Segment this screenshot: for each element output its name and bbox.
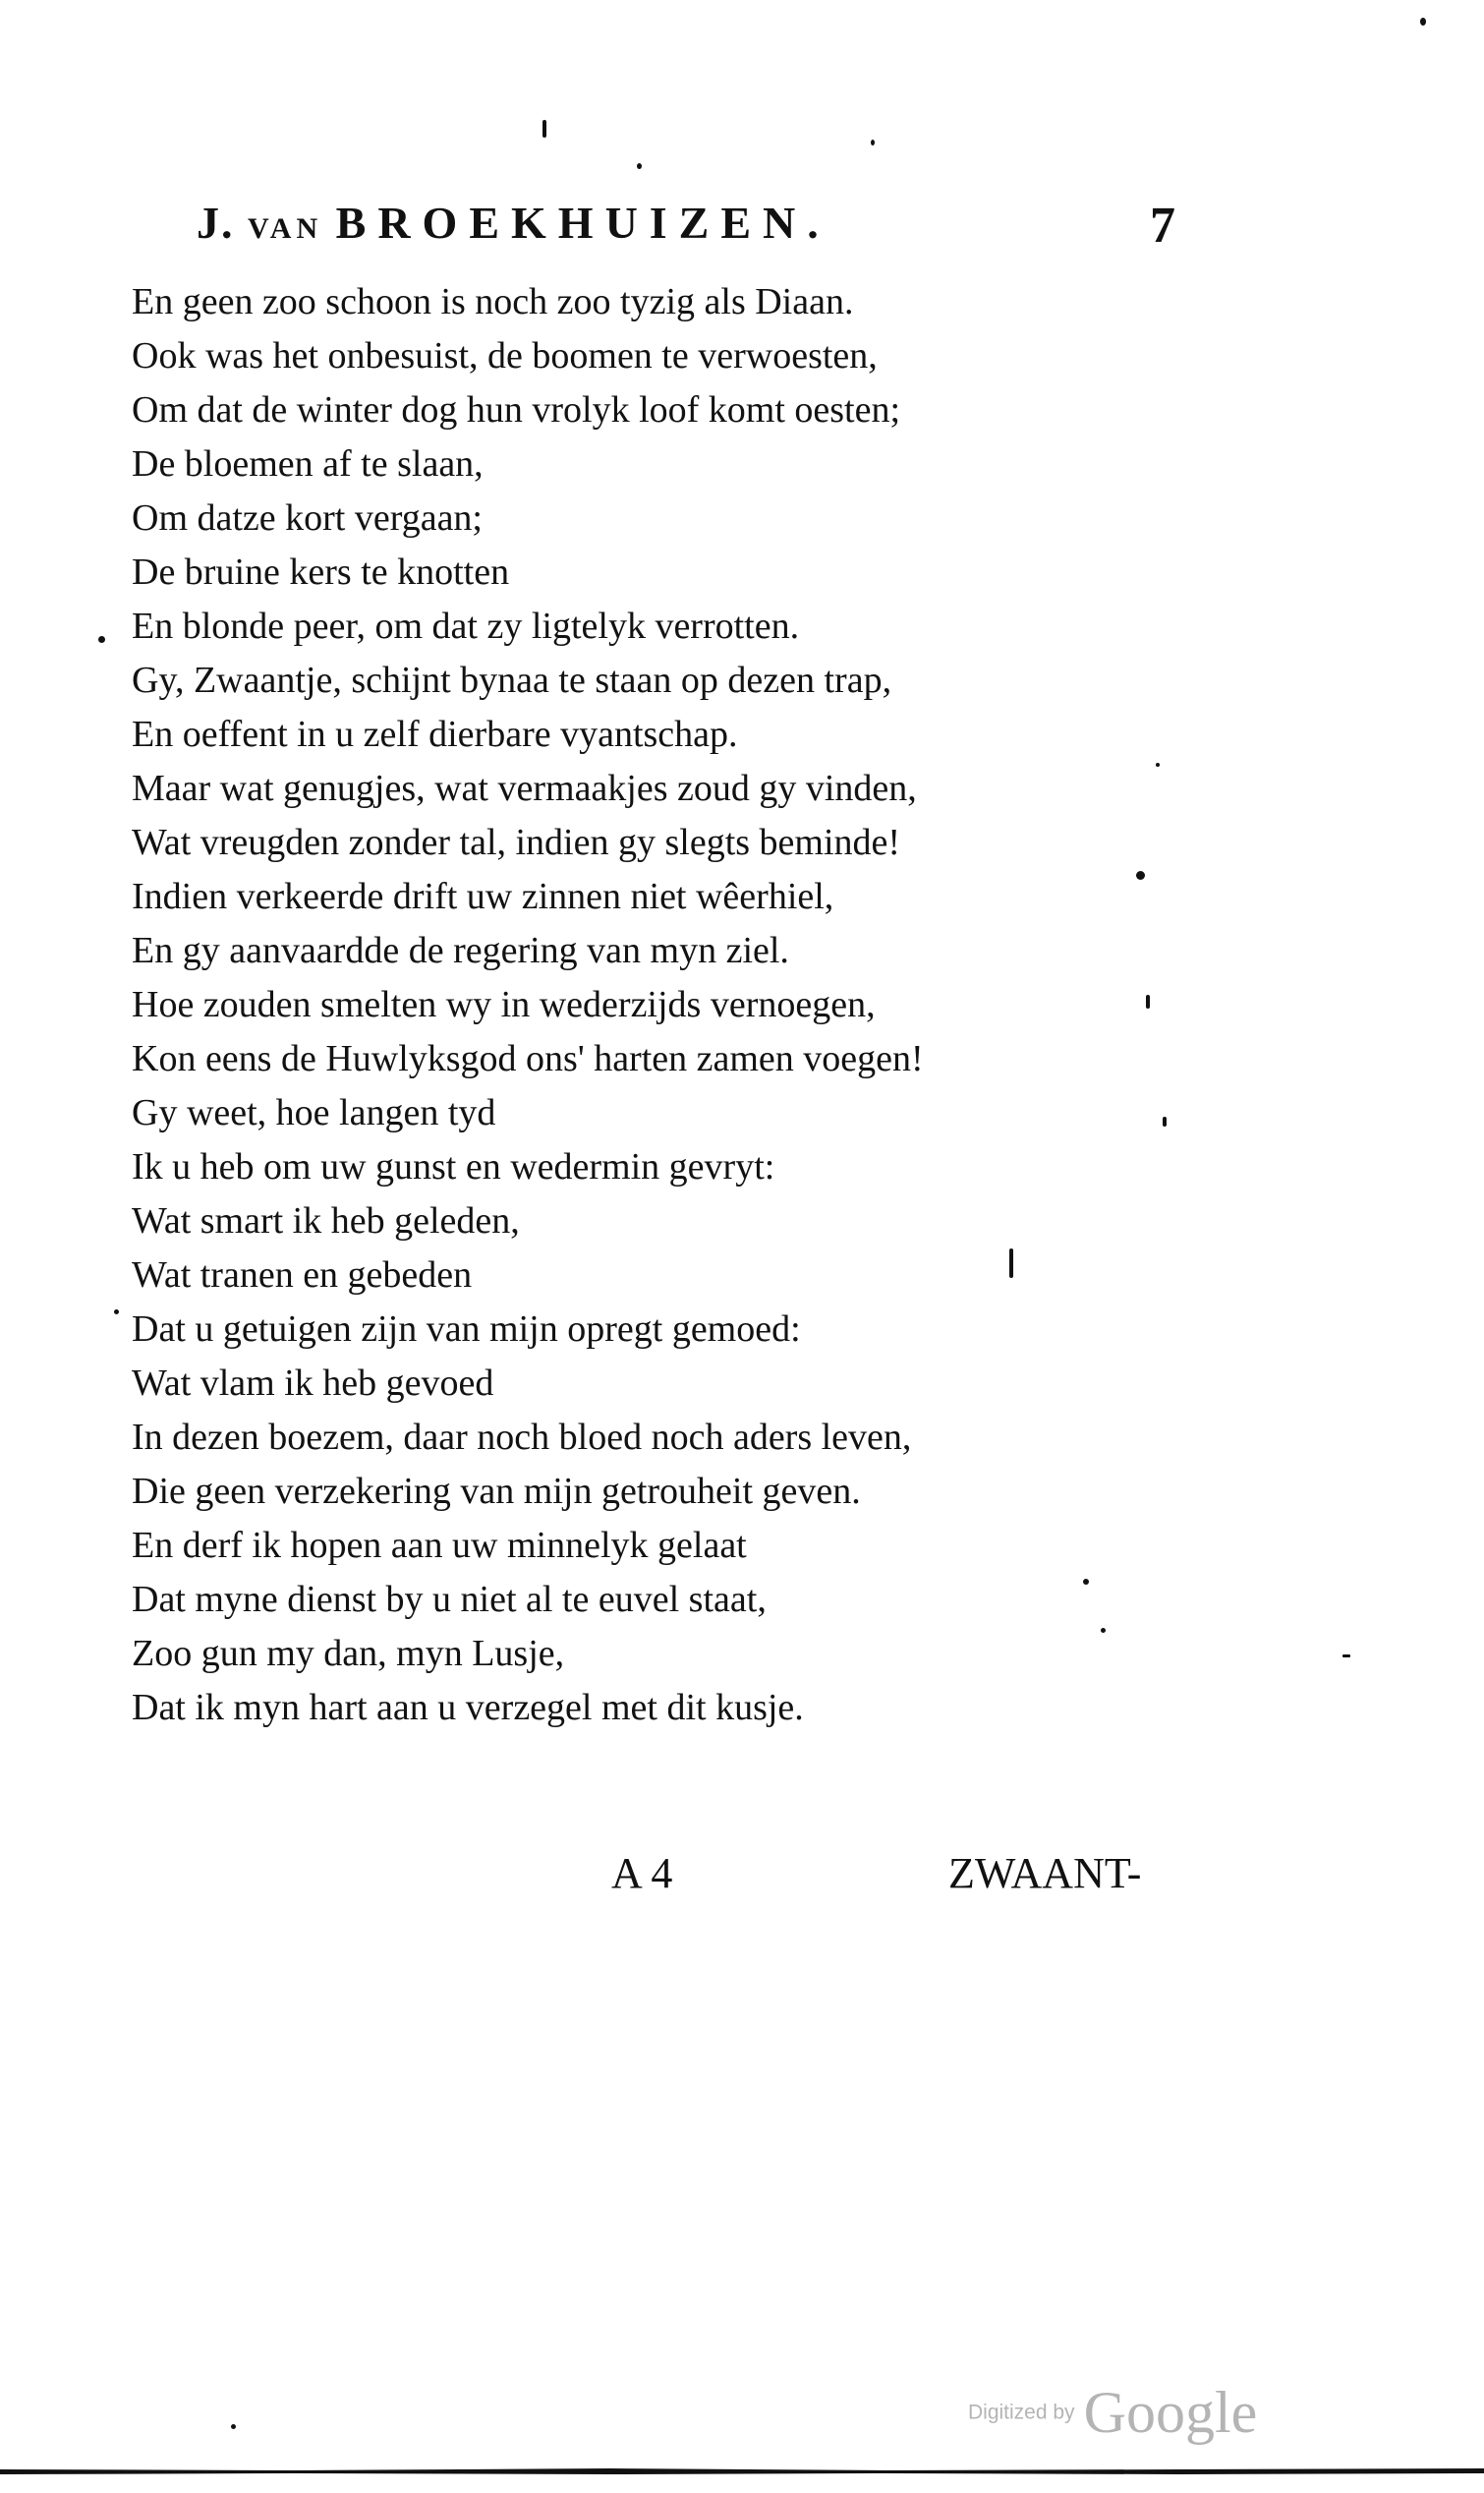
poem-line: Dat u getuigen zijn van mijn opregt gemoed:	[132, 1308, 801, 1350]
catchword: ZWAANT-	[948, 1849, 1142, 1897]
poem-line: Om datze kort vergaan;	[132, 497, 483, 539]
google-logo: Google	[1083, 2380, 1258, 2445]
ink-speck	[871, 140, 875, 145]
poem-line: Dat ik myn hart aan u verzegel met dit kusje.	[132, 1687, 804, 1728]
ink-speck	[637, 163, 642, 169]
poem-line: Wat vlam ik heb gevoed	[132, 1362, 494, 1404]
ink-speck	[98, 636, 105, 643]
author-initial: J.	[197, 198, 235, 248]
ink-speck	[542, 120, 546, 138]
poem-line: Dat myne dienst by u niet al te euvel staat,	[132, 1579, 767, 1620]
poem-line: Hoe zouden smelten wy in wederzijds vernoegen,	[132, 984, 876, 1025]
author-heading	[197, 197, 830, 249]
poem-text	[132, 275, 1114, 1735]
signature-mark: A 4	[611, 1849, 673, 1897]
poem-line: En geen zoo schoon is noch zoo tyzig als Diaan.	[132, 281, 854, 322]
poem-line: Zoo gun my dan, myn Lusje,	[132, 1633, 565, 1674]
ink-speck	[114, 1309, 119, 1314]
ink-speck	[1342, 1654, 1350, 1657]
ink-speck	[1163, 1117, 1167, 1127]
poem-line: Maar wat genugjes, wat vermaakjes zoud gy vinden,	[132, 768, 917, 809]
poem-line: Ik u heb om uw gunst en wedermin gevryt:	[132, 1146, 775, 1188]
poem-line: Ook was het onbesuist, de boomen te verwoesten,	[132, 335, 878, 377]
poem-line: En oeffent in u zelf dierbare vyantschap.	[132, 714, 738, 755]
page-bottom-edge	[0, 2465, 1484, 2475]
poem-line: Wat smart ik heb geleden,	[132, 1200, 520, 1242]
ink-speck	[1136, 871, 1145, 880]
ink-speck	[1156, 763, 1160, 767]
watermark-prefix: Digitized by	[968, 2401, 1075, 2424]
poem-line: De bruine kers te knotten	[132, 551, 510, 593]
poem-line: Kon eens de Huwlyksgod ons' harten zamen voegen!	[132, 1038, 924, 1079]
poem-line: En derf ik hopen aan uw minnelyk gelaat	[132, 1525, 747, 1566]
poem-line: Om dat de winter dog hun vrolyk loof komt oesten;	[132, 389, 901, 431]
poem-line: Indien verkeerde drift uw zinnen niet wêerhiel,	[132, 876, 834, 917]
poem-line: En gy aanvaardde de regering van myn ziel.	[132, 930, 789, 971]
poem-line: En blonde peer, om dat zy ligtelyk verrotten.	[132, 606, 800, 647]
ink-speck	[1146, 995, 1150, 1009]
ink-speck	[1101, 1628, 1106, 1633]
running-head	[187, 197, 1248, 265]
ink-speck	[1009, 1248, 1013, 1278]
ink-speck	[1420, 18, 1426, 26]
poem-line: Wat vreugden zonder tal, indien gy slegts beminde!	[132, 822, 901, 863]
poem-line: De bloemen af te slaan,	[132, 443, 484, 485]
ink-speck	[231, 2424, 236, 2429]
poem-line: Gy, Zwaantje, schijnt bynaa te staan op dezen trap,	[132, 660, 892, 701]
page-number: 7	[1150, 198, 1175, 254]
digitized-watermark	[968, 2379, 1257, 2447]
author-particle: VAN	[248, 212, 323, 245]
author-surname: BROEKHUIZEN.	[335, 198, 830, 248]
poem-line: Wat tranen en gebeden	[132, 1254, 473, 1296]
ink-speck	[1083, 1579, 1089, 1585]
poem-line: Gy weet, hoe langen tyd	[132, 1092, 496, 1133]
poem-line: Die geen verzekering van mijn getrouheit geven.	[132, 1471, 861, 1512]
poem-line: In dezen boezem, daar noch bloed noch aders leven,	[132, 1417, 912, 1458]
